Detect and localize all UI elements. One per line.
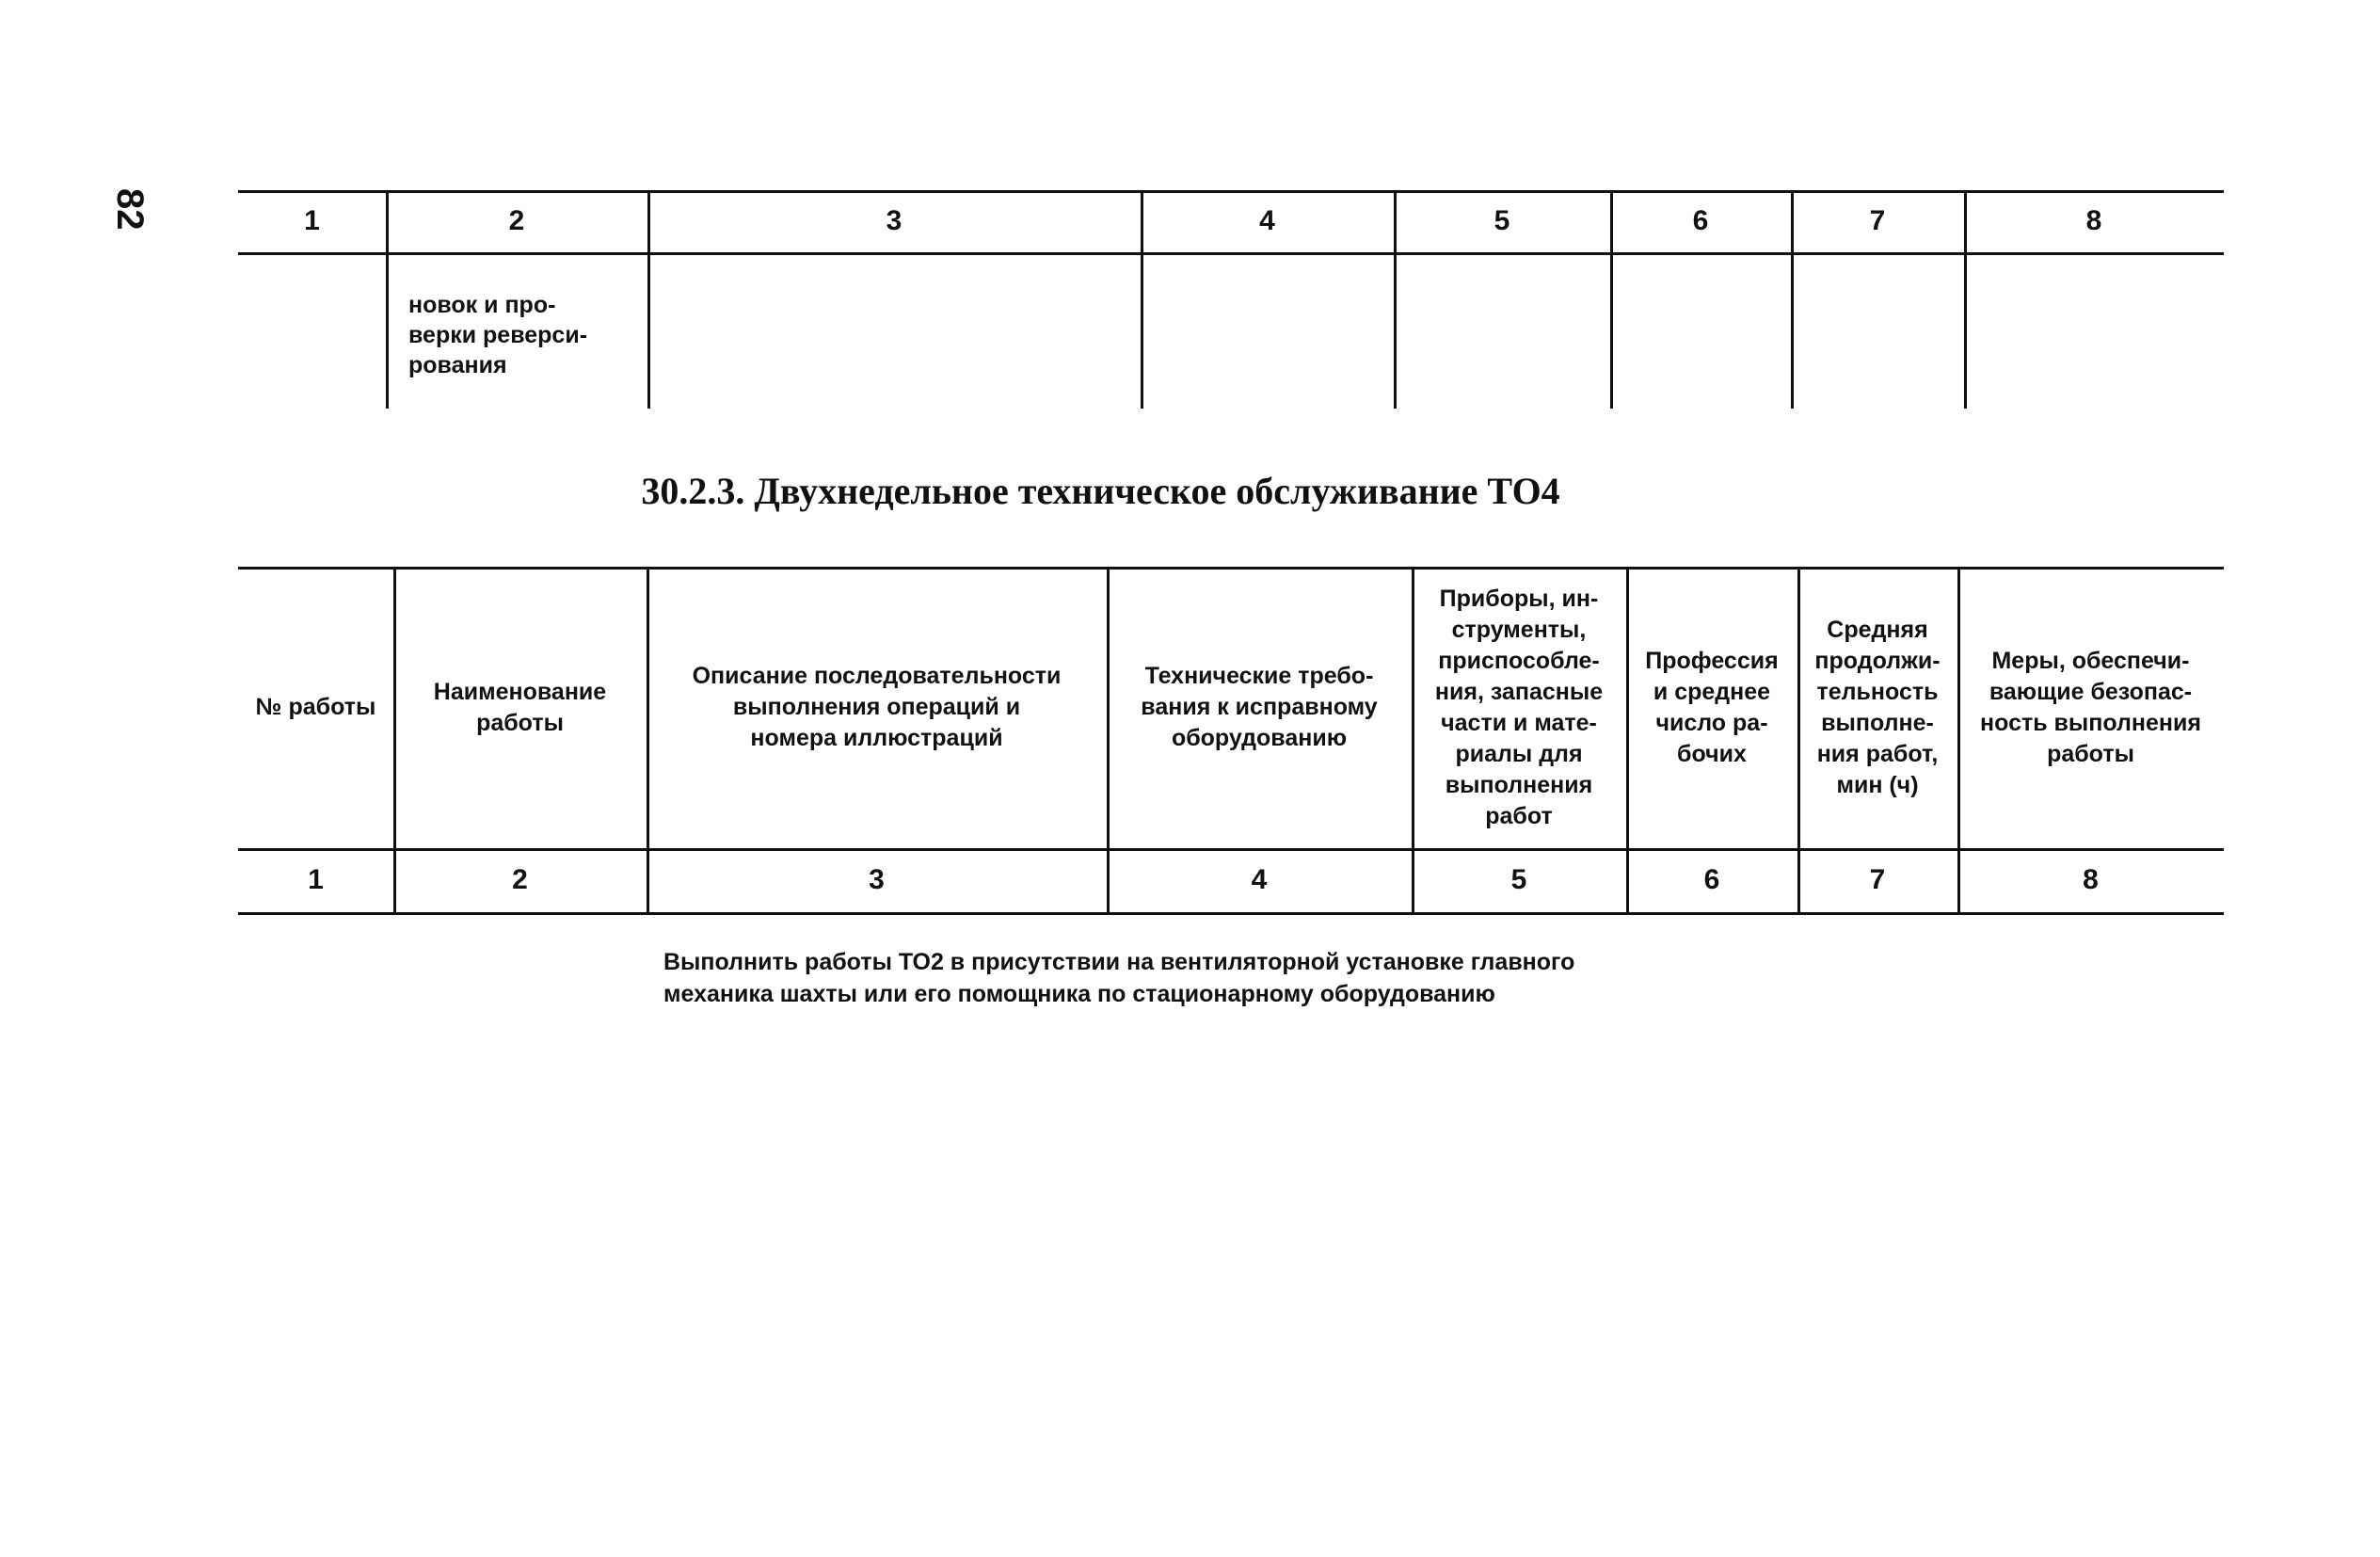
column-number: 4 [1259,205,1275,236]
column-number: 2 [508,205,525,236]
header-work-number: № работы [255,694,376,720]
column-number: 1 [304,205,320,236]
header-operations-description: Описание последовательности выполнения операций и номера иллюстраций [692,663,1062,751]
header-profession: Профессия и среднее число ра- бочих [1645,647,1779,767]
table-rule [238,190,2224,193]
column-number: 5 [1493,205,1510,236]
header-technical-requirements: Технические требо- вания к исправному оборудованию [1141,663,1378,751]
header-duration: Средняя продолжи- тельность выполне- ния работ, мин (ч) [1814,616,1941,798]
maintenance-note: Выполнить работы ТО2 в присутствии на вентиляторной установке главного механика шахты или его помощника по стационарному оборудованию [663,949,1575,1007]
header-instruments: Приборы, ин- струменты, приспособле- ния, запасные части и мате- риалы для выполнения работ [1434,585,1604,829]
maintenance-table [238,567,2224,915]
column-number: 6 [1692,205,1709,236]
continuation-table [238,190,2224,409]
page-number: 82 [109,188,151,231]
column-number: 3 [869,864,885,895]
column-number: 7 [1869,205,1886,236]
column-number: 4 [1251,864,1268,895]
column-number: 8 [2085,205,2102,236]
table-rule [238,848,2224,851]
work-name-cell: новок и про- верки реверси- рования [408,292,588,378]
header-safety-measures: Меры, обеспечи- вающие безопас- ность выполнения работы [1980,647,2201,767]
header-work-name: Наименование работы [433,678,607,736]
section-title [0,469,2380,513]
table-rule [238,912,2224,915]
column-number: 8 [2083,864,2099,895]
section-title-text: 30.2.3. Двухнедельное техническое обслуживание ТО4 [641,470,1560,512]
column-number: 2 [512,864,528,895]
column-number: 7 [1869,864,1886,895]
column-number: 6 [1703,864,1720,895]
column-number: 5 [1510,864,1527,895]
column-number: 3 [886,205,902,236]
table-rule [238,252,2224,255]
column-number: 1 [308,864,324,895]
